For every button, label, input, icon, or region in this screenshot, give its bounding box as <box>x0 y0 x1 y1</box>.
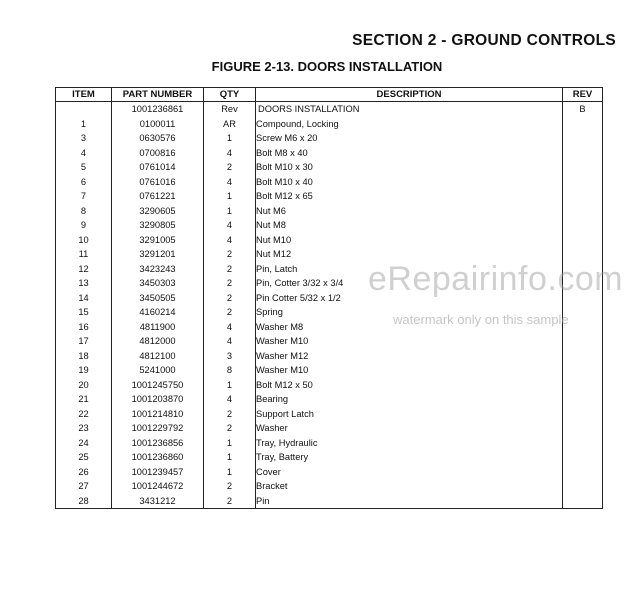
part-number-cell: 4160214 <box>112 305 204 320</box>
part-number-cell: 0761221 <box>112 189 204 204</box>
part-number-cell: 1001236856 <box>112 436 204 451</box>
description-cell: Support Latch <box>256 407 563 422</box>
table-row <box>56 436 603 451</box>
description-cell: Bolt M12 x 65 <box>256 189 563 204</box>
rev-cell <box>563 218 603 233</box>
parts-table-body <box>56 102 603 509</box>
table-row <box>56 378 603 393</box>
description-cell: Nut M12 <box>256 247 563 262</box>
description-cell: Nut M10 <box>256 233 563 248</box>
item-cell: 16 <box>56 320 112 335</box>
part-number-cell: 0700816 <box>112 146 204 161</box>
rev-cell <box>563 436 603 451</box>
part-number-cell: 1001244672 <box>112 479 204 494</box>
qty-cell: 2 <box>204 262 256 277</box>
item-cell: 15 <box>56 305 112 320</box>
part-number-cell: 3450303 <box>112 276 204 291</box>
qty-cell: 2 <box>204 479 256 494</box>
qty-cell: 2 <box>204 291 256 306</box>
part-number-cell: 1001229792 <box>112 421 204 436</box>
item-cell: 5 <box>56 160 112 175</box>
figure-title: FIGURE 2-13. DOORS INSTALLATION <box>211 59 443 74</box>
part-number-cell: 3290805 <box>112 218 204 233</box>
watermark-note: watermark only on this sample <box>393 312 569 327</box>
table-row <box>56 465 603 480</box>
item-cell: 4 <box>56 146 112 161</box>
description-cell: Washer M12 <box>256 349 563 364</box>
table-row <box>56 392 603 407</box>
item-cell: 25 <box>56 450 112 465</box>
qty-cell: 8 <box>204 363 256 378</box>
description-cell: Washer M10 <box>256 363 563 378</box>
column-header-rev: REV <box>563 88 603 102</box>
table-row <box>56 450 603 465</box>
item-cell: 27 <box>56 479 112 494</box>
rev-cell <box>563 479 603 494</box>
table-row <box>56 175 603 190</box>
part-number-cell: 3291005 <box>112 233 204 248</box>
rev-cell <box>563 494 603 509</box>
qty-cell: 2 <box>204 407 256 422</box>
qty-cell: 1 <box>204 450 256 465</box>
description-cell: Pin, Cotter 3/32 x 3/4 <box>256 276 563 291</box>
item-cell: 6 <box>56 175 112 190</box>
item-cell: 13 <box>56 276 112 291</box>
description-cell: Pin Cotter 5/32 x 1/2 <box>256 291 563 306</box>
description-cell: Cover <box>256 465 563 480</box>
description-cell: Bolt M10 x 30 <box>256 160 563 175</box>
item-cell: 21 <box>56 392 112 407</box>
rev-cell: B <box>563 102 603 117</box>
part-number-cell: 4812000 <box>112 334 204 349</box>
description-cell: DOORS INSTALLATION <box>256 102 563 117</box>
column-header-item: ITEM <box>56 88 112 102</box>
rev-cell <box>563 175 603 190</box>
item-cell: 7 <box>56 189 112 204</box>
part-number-cell: 3290605 <box>112 204 204 219</box>
part-number-cell: 0761016 <box>112 175 204 190</box>
rev-cell <box>563 392 603 407</box>
item-cell: 14 <box>56 291 112 306</box>
rev-cell <box>563 189 603 204</box>
part-number-cell: 0100011 <box>112 117 204 132</box>
qty-cell: 1 <box>204 131 256 146</box>
table-row <box>56 204 603 219</box>
rev-cell <box>563 131 603 146</box>
rev-cell <box>563 146 603 161</box>
qty-cell: 4 <box>204 334 256 349</box>
part-number-cell: 1001236860 <box>112 450 204 465</box>
description-cell: Pin, Latch <box>256 262 563 277</box>
qty-cell: 2 <box>204 494 256 509</box>
item-cell: 23 <box>56 421 112 436</box>
table-row <box>56 218 603 233</box>
qty-cell: 2 <box>204 421 256 436</box>
part-number-cell: 3431212 <box>112 494 204 509</box>
qty-cell: 1 <box>204 378 256 393</box>
item-cell: 9 <box>56 218 112 233</box>
qty-cell: 4 <box>204 320 256 335</box>
rev-cell <box>563 407 603 422</box>
part-number-cell: 1001203870 <box>112 392 204 407</box>
item-cell <box>56 102 112 117</box>
description-cell: Tray, Battery <box>256 450 563 465</box>
table-row <box>56 189 603 204</box>
item-cell: 18 <box>56 349 112 364</box>
item-cell: 24 <box>56 436 112 451</box>
description-cell: Washer M10 <box>256 334 563 349</box>
description-cell: Bearing <box>256 392 563 407</box>
rev-cell <box>563 465 603 480</box>
rev-cell <box>563 334 603 349</box>
description-cell: Bolt M8 x 40 <box>256 146 563 161</box>
qty-cell: 2 <box>204 305 256 320</box>
rev-cell <box>563 349 603 364</box>
part-number-cell: 3291201 <box>112 247 204 262</box>
part-number-cell: 0761014 <box>112 160 204 175</box>
qty-cell: 1 <box>204 189 256 204</box>
description-cell: Washer <box>256 421 563 436</box>
part-number-cell: 4812100 <box>112 349 204 364</box>
section-title: SECTION 2 - GROUND CONTROLS <box>352 32 616 49</box>
table-row <box>56 102 603 117</box>
table-row <box>56 363 603 378</box>
item-cell: 28 <box>56 494 112 509</box>
part-number-cell: 4811900 <box>112 320 204 335</box>
qty-cell: 4 <box>204 175 256 190</box>
qty-cell: 4 <box>204 146 256 161</box>
description-cell: Bolt M12 x 50 <box>256 378 563 393</box>
item-cell: 8 <box>56 204 112 219</box>
part-number-cell: 1001245750 <box>112 378 204 393</box>
description-cell: Spring <box>256 305 563 320</box>
table-row <box>56 407 603 422</box>
qty-cell: 2 <box>204 247 256 262</box>
qty-cell: 4 <box>204 218 256 233</box>
description-cell: Compound, Locking <box>256 117 563 132</box>
description-cell: Bolt M10 x 40 <box>256 175 563 190</box>
rev-cell <box>563 421 603 436</box>
description-cell: Bracket <box>256 479 563 494</box>
item-cell: 3 <box>56 131 112 146</box>
description-cell: Washer M8 <box>256 320 563 335</box>
part-number-cell: 3450505 <box>112 291 204 306</box>
rev-cell <box>563 204 603 219</box>
qty-cell: Rev <box>204 102 256 117</box>
qty-cell: 1 <box>204 436 256 451</box>
part-number-cell: 1001239457 <box>112 465 204 480</box>
part-number-cell: 5241000 <box>112 363 204 378</box>
description-cell: Tray, Hydraulic <box>256 436 563 451</box>
rev-cell <box>563 450 603 465</box>
table-row <box>56 131 603 146</box>
column-header-part-number: PART NUMBER <box>112 88 204 102</box>
qty-cell: 2 <box>204 276 256 291</box>
table-row <box>56 494 603 509</box>
item-cell: 10 <box>56 233 112 248</box>
item-cell: 17 <box>56 334 112 349</box>
part-number-cell: 0630576 <box>112 131 204 146</box>
column-header-qty: QTY <box>204 88 256 102</box>
table-row <box>56 160 603 175</box>
qty-cell: 3 <box>204 349 256 364</box>
qty-cell: 1 <box>204 204 256 219</box>
qty-cell: 1 <box>204 465 256 480</box>
qty-cell: 4 <box>204 392 256 407</box>
rev-cell <box>563 233 603 248</box>
table-row <box>56 421 603 436</box>
part-number-cell: 1001236861 <box>112 102 204 117</box>
column-header-description: DESCRIPTION <box>256 88 563 102</box>
item-cell: 26 <box>56 465 112 480</box>
table-row <box>56 117 603 132</box>
item-cell: 22 <box>56 407 112 422</box>
item-cell: 20 <box>56 378 112 393</box>
rev-cell <box>563 363 603 378</box>
table-row <box>56 146 603 161</box>
item-cell: 11 <box>56 247 112 262</box>
table-row <box>56 349 603 364</box>
rev-cell <box>563 117 603 132</box>
item-cell: 19 <box>56 363 112 378</box>
part-number-cell: 3423243 <box>112 262 204 277</box>
qty-cell: AR <box>204 117 256 132</box>
table-row <box>56 233 603 248</box>
qty-cell: 4 <box>204 233 256 248</box>
item-cell: 12 <box>56 262 112 277</box>
watermark-brand: eRepairinfo.com <box>368 260 624 298</box>
rev-cell <box>563 160 603 175</box>
part-number-cell: 1001214810 <box>112 407 204 422</box>
table-header-row <box>56 88 603 102</box>
qty-cell: 2 <box>204 160 256 175</box>
table-row <box>56 479 603 494</box>
table-row <box>56 334 603 349</box>
rev-cell <box>563 378 603 393</box>
description-cell: Nut M8 <box>256 218 563 233</box>
description-cell: Pin <box>256 494 563 509</box>
description-cell: Nut M6 <box>256 204 563 219</box>
description-cell: Screw M6 x 20 <box>256 131 563 146</box>
item-cell: 1 <box>56 117 112 132</box>
